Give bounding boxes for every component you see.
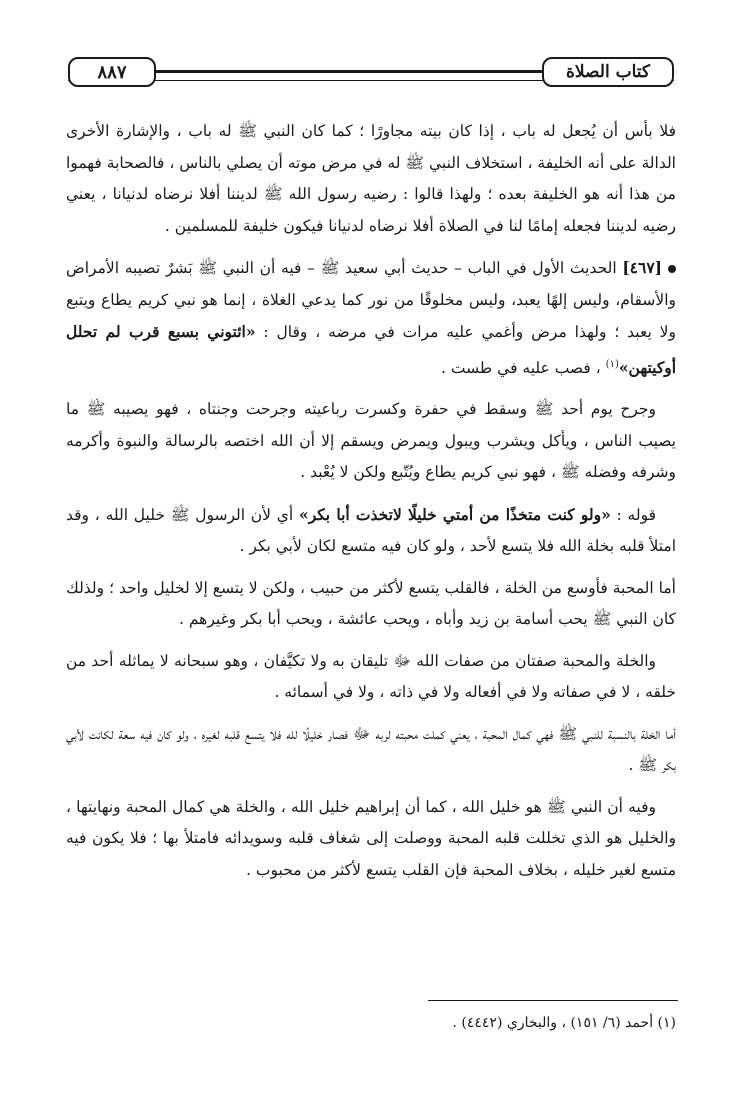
page-number: ٨٨٧ — [68, 57, 156, 87]
paragraph-3: وجرح يوم أحد ﷺ وسقط في حفرة وكسرت رباعيته وجرحت وجنتاه ، فهو يصيبه ﷺ ما يصيب الناس ، ويأكل ويشرب ويبول ويمرض ويسقم إلا أن الله اختصه بالرسالة والنبوة وأكرمه وشرفه وفضله ﷺ ، فهو نبي كريم يطاع ويُتّبع ولكن لا يُعْبد . — [66, 400, 676, 482]
paragraph-2 — [66, 252, 676, 384]
paragraph-8: وفيه أن النبي ﷺ هو خليل الله ، كما أن إبراهيم خليل الله ، والخلة هي كمال المحبة ونهايتها ، والخليل هو الذي تخللت قلبه المحبة ووصلت إلى شغاف قلبه وسويدائه فامتلأ بها ؛ فلا يكون فيه متسع لغير خليله ، بخلاف المحبة فإن القلب يتسع لأكثر من محبوب . — [66, 797, 676, 879]
paragraph-5: أما المحبة فأوسع من الخلة ، فالقلب يتسع لأكثر من حبيب ، ولكن لا يتسع إلا لخليل واحد ؛ ولذلك كان النبي ﷺ يحب أسامة بن زيد وأباه ، ويحب عائشة ، ويحب أبا بكر وغيرهم . — [66, 578, 676, 629]
main-text — [66, 116, 676, 896]
bullet-icon — [668, 265, 676, 273]
paragraph-2-text: الحديث الأول في الباب – حديث أبي سعيد ﷺ – فيه أن النبي ﷺ بَشرٌ تصيبه الأمراض والأسقام، وليس إلهًا يعبد، وليس مخلوقًا من نور كما يدعي الغلاة ، إنما هو نبي كريم يطاع ويتبع ولا يعبد ؛ ولهذا مرض وأغمي عليه مرات في مرضه ، وقال : — [66, 259, 676, 341]
paragraph-1: فلا بأس أن يُجعل له باب ، إذا كان بيته مجاورًا ؛ كما كان النبي ﷺ له باب ، والإشارة الأخرى الدالة على أنه الخليفة ، استخلاف النبي ﷺ له في مرض موته أن يصلي بالناس ، فالصحابة فهموا من هذا أنه هو الخليفة بعده ؛ ولهذا قالوا : رضيه رسول الله ﷺ لديننا أفلا نرضاه لدنيانا ، يعني رضيه لديننا فجعله إمامًا لنا في الصلاة أفلا نرضاه لدنيانا فيكون خليفة للمسلمين . — [66, 122, 676, 235]
chapter-title: كتاب الصلاة — [542, 57, 674, 87]
paragraph-4 — [66, 499, 676, 563]
footnote-divider — [428, 1000, 678, 1001]
paragraph-4-start: قوله : — [610, 505, 656, 524]
hadith-quote: «ائتوني بسبع قرب لم تحلل أوكيتهن» — [66, 322, 676, 377]
paragraph-4-end: أي لأن الرسول ﷺ خليل الله ، وقد امتلأ قلبه بخلة الله فلا يتسع لأحد ، ولو كان فيه متسع لكان لأبي بكر . — [66, 505, 676, 556]
hadith-quote-2: «ولو كنت متخذًا من أمتي خليلًا لاتخذت أبا بكر» — [299, 504, 611, 524]
footnote-ref: (١) — [605, 358, 619, 370]
hadith-number: [٤٦٧] — [622, 258, 662, 277]
page-header — [68, 48, 674, 100]
paragraph-7: أما الخلة بالنسبة للنبي ﷺ فهي كمال المحبة ، يعني كملت محبته لربه ﷻ فصار خليلًا لله فلا يتسع قلبه لغيره ، ولو كان فيه سعة لكانت لأبي بكر ﷺ . — [66, 724, 676, 775]
footnote: (١) أحمد (٦/ ١٥١) ، والبخاري (٤٤٤٢) . — [452, 1015, 676, 1031]
paragraph-6: والخلة والمحبة صفتان من صفات الله ﷻ تليقان به ولا تكيَّفان ، وهو سبحانه لا يماثله أحد من خلقه ، لا في صفاته ولا في أفعاله ولا في ذاته ، ولا في أسمائه . — [66, 651, 676, 702]
paragraph-2-end: ، فصب عليه في طست . — [441, 358, 606, 377]
